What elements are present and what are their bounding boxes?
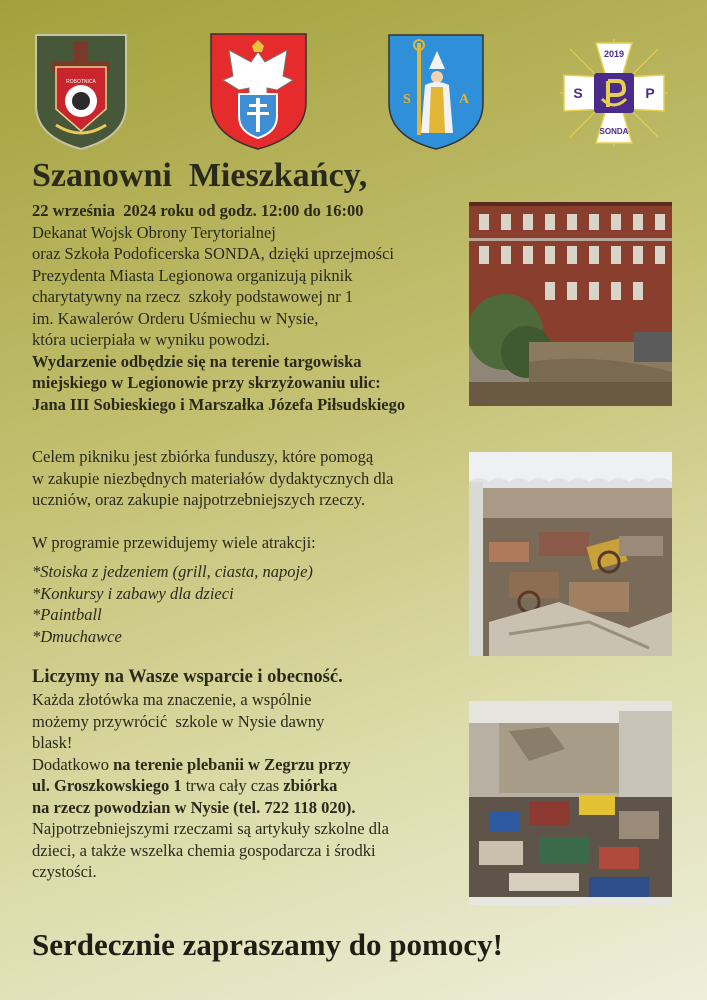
nysa-letter-left: S	[403, 92, 411, 107]
collection-address: ul. Groszkowskiego 1	[32, 776, 182, 795]
needs-line: Najpotrzebniejszymi rzeczami są artykuły szkolne dla	[32, 819, 389, 838]
location-line: Jana III Sobieskiego i Marszałka Józefa Piłsudskiego	[32, 394, 406, 414]
flood-debris-room-photo	[469, 701, 672, 905]
sonda-school-emblem	[558, 37, 670, 149]
goal-line: uczniów, oraz zakupie najpotrzebniejszych rzeczy.	[32, 490, 366, 509]
goal-line: w zakupie niezbędnych materiałów dydaktycznych dla	[32, 468, 394, 488]
collection-line	[32, 754, 389, 776]
program-item: *Paintball	[32, 605, 102, 624]
intro-line: oraz Szkoła Podoficerska SONDA, dzięki uprzejmości	[32, 244, 394, 263]
sonda-year: 2019	[603, 49, 625, 59]
program-item: *Dmuchawce	[32, 626, 122, 646]
program-intro: W programie przewidujemy wiele atrakcji:	[32, 533, 316, 552]
nysa-coat-of-arms	[387, 33, 485, 151]
program-list	[32, 561, 313, 647]
intro-section	[32, 200, 405, 415]
collection-location: na terenie plebanii w Zegrzu przy	[113, 754, 351, 774]
flooded-school-building-photo	[469, 202, 672, 406]
closing-headline: Serdecznie zapraszamy do pomocy!	[32, 927, 503, 962]
support-heading: Liczymy na Wasze wsparcie i obecność.	[32, 667, 343, 687]
support-section	[32, 666, 389, 883]
sonda-letter-left: S	[573, 85, 583, 101]
support-line: Każda złotówka ma znaczenie, a wspólnie	[32, 690, 312, 709]
intro-line: charytatywny na rzecz szkoły podstawowej nr 1	[32, 287, 354, 306]
collection-line	[32, 775, 389, 797]
sonda-name: SONDA	[599, 127, 629, 136]
intro-line: Dekanat Wojsk Obrony Terytorialnej	[32, 222, 276, 242]
nysa-letter-right: A	[459, 92, 470, 107]
wot-military-emblem	[34, 33, 128, 151]
support-line: możemy przywrócić szkole w Nysie dawny	[32, 711, 325, 731]
event-date: 22 września 2024 roku od godz. 12:00 do 16:00	[32, 201, 364, 220]
needs-line: dzieci, a także wszelka chemia gospodarcza i środki	[32, 840, 376, 860]
location-line: miejskiego w Legionowie przy skrzyżowaniu ulic:	[32, 373, 381, 392]
goal-section	[32, 446, 393, 511]
intro-line: która ucierpiała w wyniku powodzi.	[32, 330, 270, 349]
damaged-classroom-photo	[469, 452, 672, 656]
wot-ribbon-text: ROBOTNICA	[66, 79, 96, 85]
program-section	[32, 532, 316, 554]
goal-line: Celem pikniku jest zbiórka funduszy, które pomogą	[32, 447, 374, 466]
program-item: *Stoiska z jedzeniem (grill, ciasta, napoje)	[32, 562, 313, 581]
page-title: Szanowni Mieszkańcy,	[32, 157, 368, 194]
location-line: Wydarzenie odbędzie się na terenie targowiska	[32, 351, 362, 371]
collection-mid: trwa cały czas	[181, 776, 284, 795]
legionowo-coat-of-arms	[209, 32, 308, 151]
collection-word: zbiórka	[283, 776, 338, 795]
collection-phone-line: na rzecz powodzian w Nysie (tel. 722 118 020).	[32, 797, 356, 817]
needs-line: czystości.	[32, 862, 97, 881]
support-line: blask!	[32, 733, 73, 752]
intro-line: im. Kawalerów Orderu Uśmiechu w Nysie,	[32, 308, 319, 328]
program-item: *Konkursy i zabawy dla dzieci	[32, 583, 234, 603]
sonda-letter-right: P	[645, 85, 655, 101]
intro-line: Prezydenta Miasta Legionowa organizują piknik	[32, 265, 353, 285]
collection-prefix: Dodatkowo	[32, 754, 114, 774]
